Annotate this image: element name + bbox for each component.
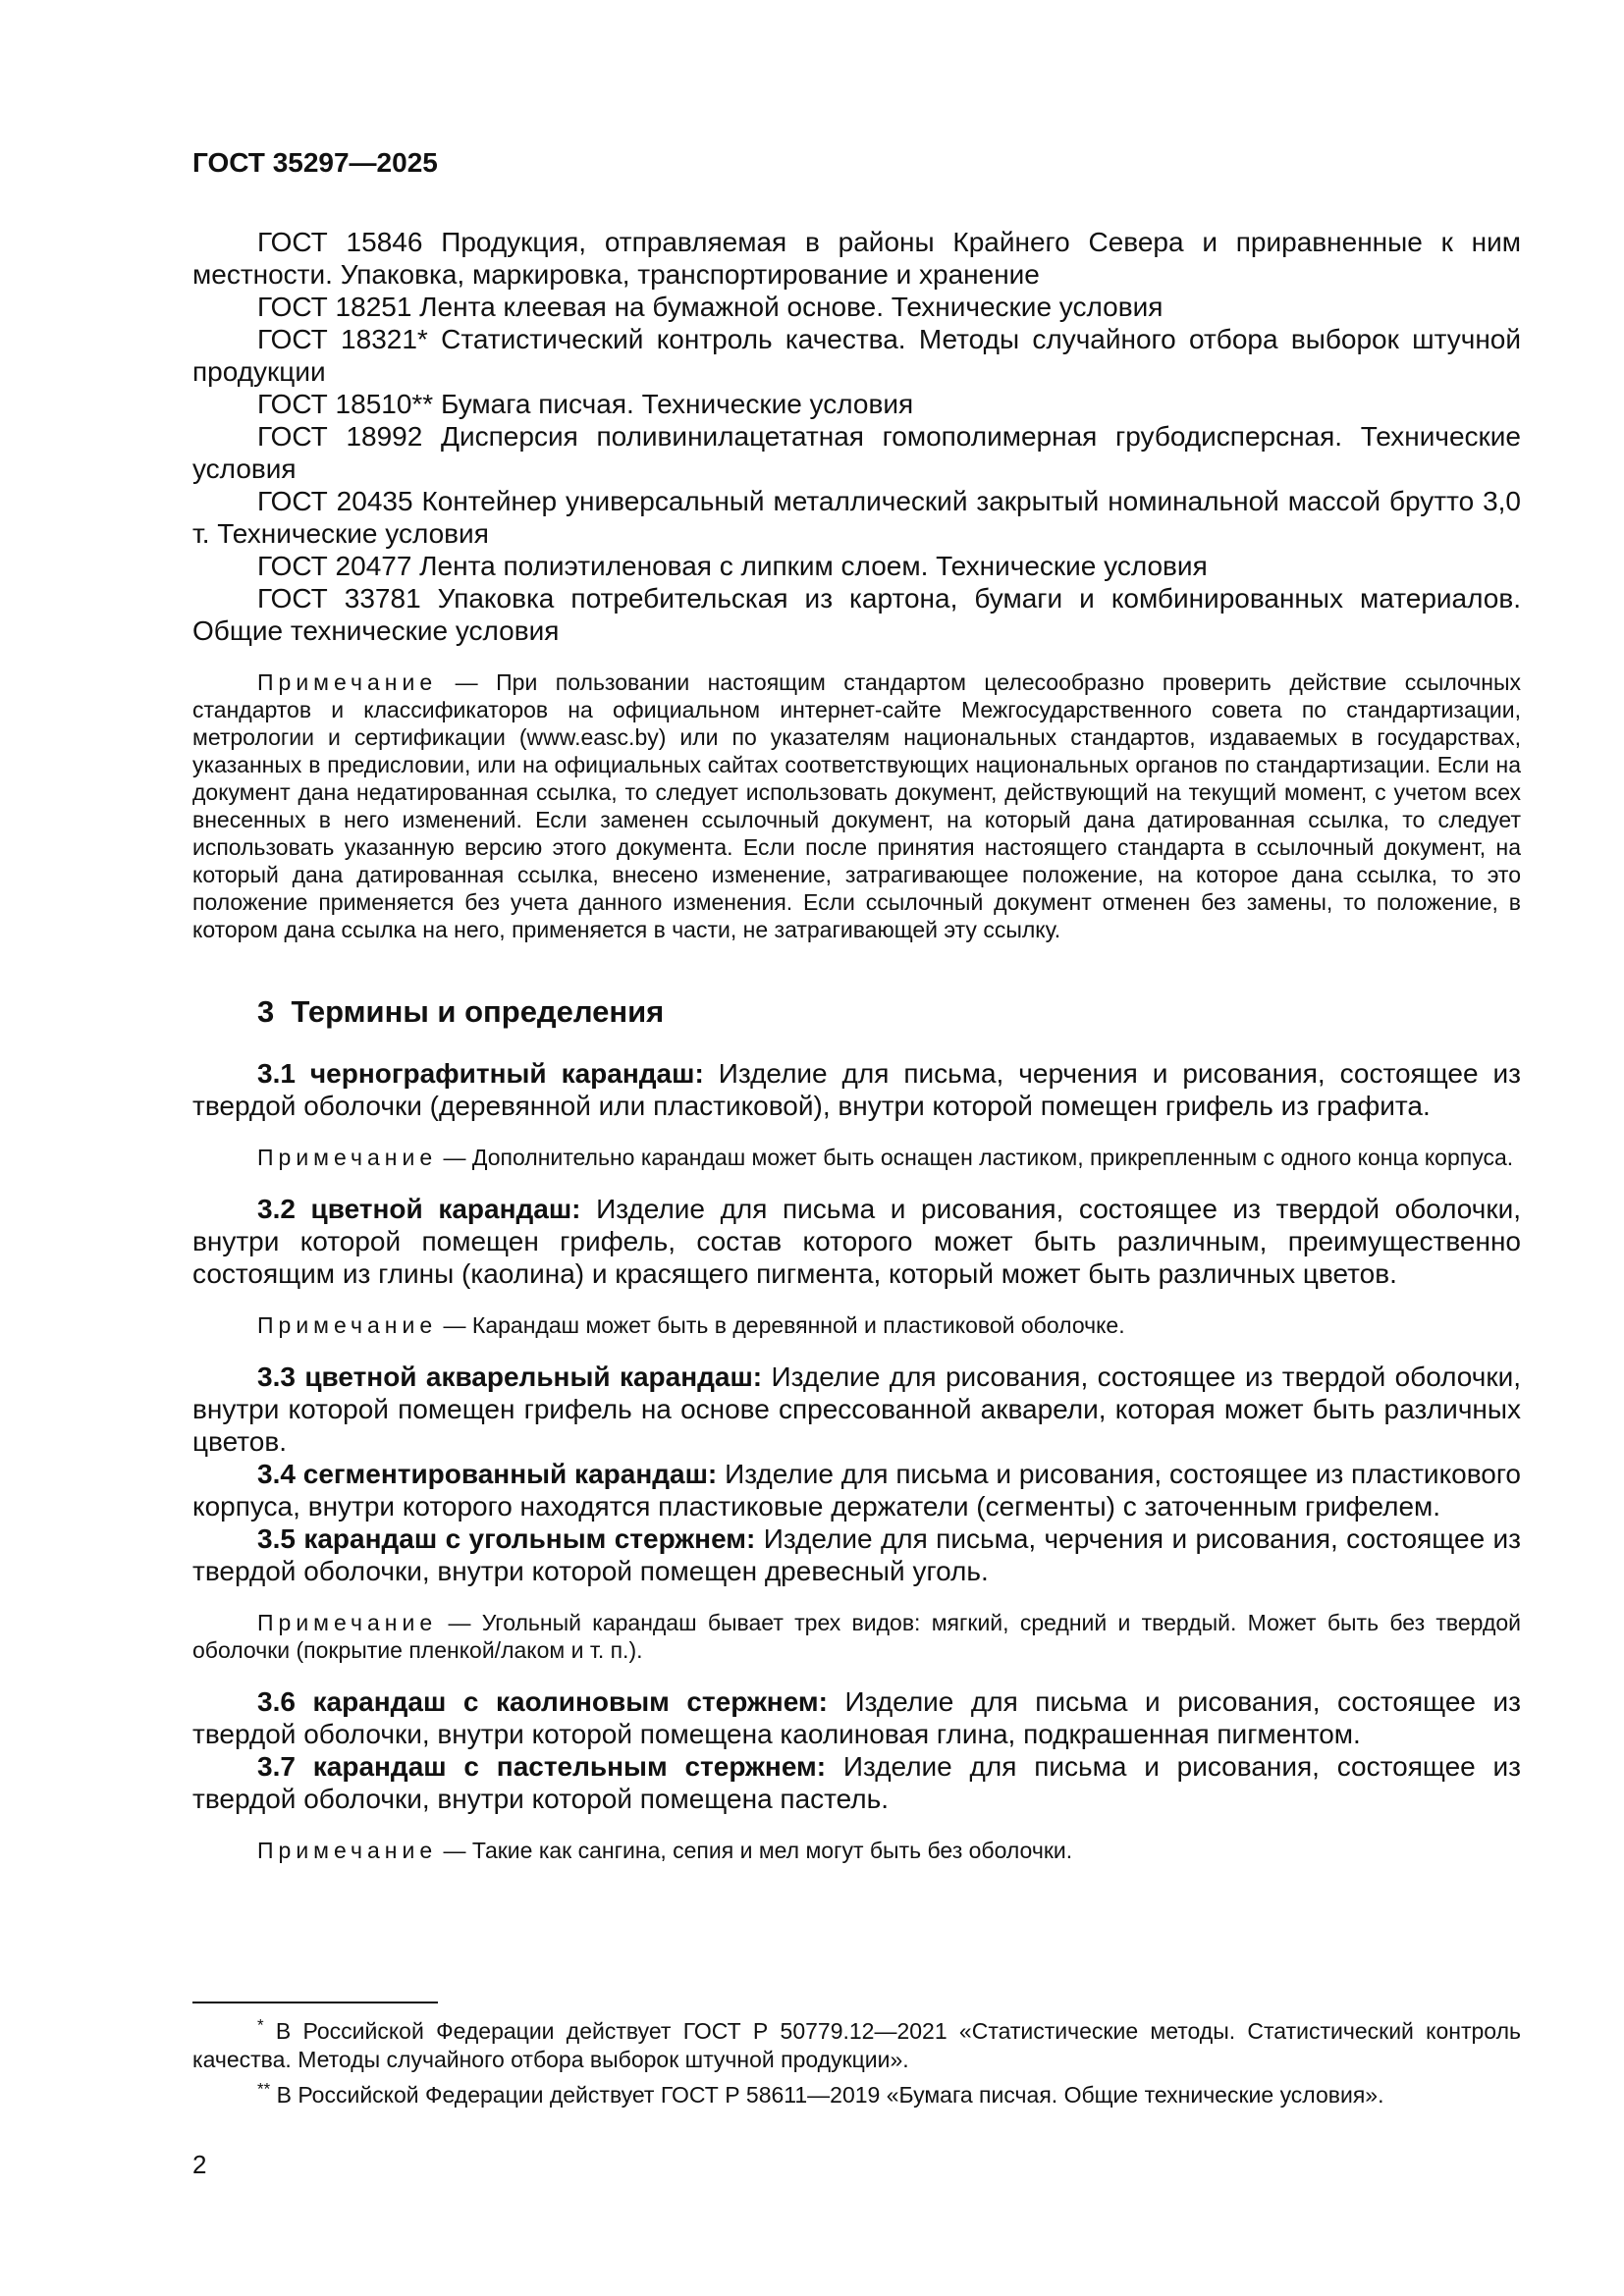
term-title: карандаш с каолиновым стержнем: — [312, 1686, 828, 1717]
term-entry — [192, 1057, 1521, 1122]
term-name — [257, 1058, 704, 1089]
reference-item: ГОСТ 20477 Лента полиэтиленовая с липким слоем. Технические условия — [257, 551, 1208, 581]
note-text: — При пользовании настоящим стандартом целесообразно проверить действие ссылочных стандартов и классификаторов на официальном интернет-сайте Межгосударственного совета по стандартизации, метрологии и сертификации (www.easc.by) или по указателям национальных стандартов, издаваемых в государствах, указанных в предисловии, или на официальных сайтах соответствующих национальных органов по стандартизации. Если на документ дана недатированная ссылка, то следует использовать документ, действующий на текущий момент, с учетом всех внесенных в него изменений. Если заменен ссылочный документ, на который дана датированная ссылка, то следует использовать указанную версию этого документа. Если после принятия настоящего стандарта в ссылочный документ, на который дана датированная ссылка, внесено изменение, затрагивающее положение, на которое дана ссылка, то это положение применяется без учета данного изменения. Если ссылочный документ отменен без замены, то положение, в котором дана ссылка на него, применяется в части, не затрагивающей эту ссылку. — [192, 669, 1521, 942]
term-definition: Изделие для письма, черчения и рисования, состоящее из твердой оболочки (деревянной или пластиковой), внутри которой помещен грифель из графита. — [192, 1058, 1522, 1121]
footnote-text: В Российской Федерации действует ГОСТ Р 58611—2019 «Бумага писчая. Общие технические условия». — [276, 2082, 1384, 2108]
term-title: карандаш с пастельным стержнем: — [312, 1751, 827, 1782]
term-note — [192, 1837, 1521, 1864]
term-entry — [192, 1522, 1521, 1587]
reference-item: ГОСТ 18510** Бумага писчая. Технические условия — [257, 389, 914, 419]
term-number: 3.3 — [257, 1362, 296, 1392]
term-title: карандаш с угольным стержнем: — [303, 1523, 756, 1554]
term-number: 3.4 — [257, 1459, 296, 1489]
term-title: цветной акварельный карандаш: — [304, 1362, 763, 1392]
term-entry — [192, 1685, 1521, 1750]
term-definition: Изделие для рисования, состоящее из твердой оболочки, внутри которой помещен грифель на основе спрессованной акварели, которая может быть различных цветов. — [192, 1362, 1522, 1457]
term-number: 3.7 — [257, 1751, 296, 1782]
term-definition: Изделие для письма и рисования, состоящее из твердой оболочки, внутри которой помещена каолиновая глина, подкрашенная пигментом. — [192, 1686, 1522, 1749]
term-title: цветной карандаш: — [310, 1194, 581, 1224]
references-note — [192, 668, 1521, 943]
term-note — [192, 1609, 1521, 1664]
term-definition: Изделие для письма и рисования, состоящее из твердой оболочки, внутри которой помещен грифель, состав которого может быть различным, преимущественно состоящим из глины (каолина) и красящего пигмента, который может быть различных цветов. — [192, 1194, 1522, 1289]
note-text: — Карандаш может быть в деревянной и пластиковой оболочке. — [443, 1312, 1125, 1338]
term-entry — [192, 1750, 1521, 1815]
note-label: Примечание — [257, 669, 438, 695]
footnotes-section — [192, 2002, 1521, 2116]
reference-item: ГОСТ 18251 Лента клеевая на бумажной основе. Технические условия — [257, 292, 1164, 322]
reference-item: ГОСТ 18321* Статистический контроль качества. Методы случайного отбора выборок штучной продукции — [192, 324, 1521, 387]
term-entry — [192, 1193, 1521, 1290]
footnote-text: В Российской Федерации действует ГОСТ Р 50779.12—2021 «Статистические методы. Статистический контроль качества. Методы случайного отбора выборок штучной продукции». — [192, 2018, 1521, 2072]
note-text: — Угольный карандаш бывает трех видов: мягкий, средний и твердый. Может быть без твердой оболочки (покрытие пленкой/лаком и т. п.). — [192, 1610, 1522, 1663]
footnote-marker: * — [257, 2015, 264, 2035]
footnote — [192, 2017, 1521, 2074]
footnote-separator-line — [192, 2002, 438, 2003]
term-number: 3.2 — [257, 1194, 296, 1224]
running-header: ГОСТ 35297—2025 — [192, 147, 438, 178]
note-label: Примечание — [257, 1145, 438, 1170]
term-note — [192, 1311, 1521, 1339]
term-title: чернографитный карандаш: — [309, 1058, 704, 1089]
reference-item: ГОСТ 18992 Дисперсия поливинилацетатная гомополимерная грубодисперсная. Технические условия — [192, 421, 1521, 484]
note-text: — Дополнительно карандаш может быть оснащен ластиком, прикрепленным с одного конца корпуса. — [443, 1145, 1514, 1170]
term-title: сегментированный карандаш: — [302, 1459, 718, 1489]
term-entry — [192, 1458, 1521, 1522]
footnote-marker: ** — [257, 2079, 271, 2099]
term-number: 3.1 — [257, 1058, 296, 1089]
page-number: 2 — [192, 2150, 207, 2179]
term-definition: Изделие для письма и рисования, состоящее из твердой оболочки, внутри которой помещена пастель. — [192, 1751, 1522, 1814]
term-name — [257, 1459, 717, 1489]
reference-item: ГОСТ 20435 Контейнер универсальный металлический закрытый номинальной массой брутто 3,0 т. Технические условия — [192, 486, 1521, 549]
term-name — [257, 1686, 828, 1717]
note-label: Примечание — [257, 1312, 438, 1338]
term-name — [257, 1523, 755, 1554]
term-number: 3.6 — [257, 1686, 296, 1717]
footnote — [192, 2081, 1521, 2109]
term-number: 3.5 — [257, 1523, 296, 1554]
reference-item: ГОСТ 15846 Продукция, отправляемая в районы Крайнего Севера и приравненные к ним местности. Упаковка, маркировка, транспортирование и хранение — [192, 227, 1521, 290]
note-text: — Такие как сангина, сепия и мел могут быть без оболочки. — [443, 1838, 1073, 1863]
term-name — [257, 1751, 826, 1782]
term-definition: Изделие для письма, черчения и рисования, состоящее из твердой оболочки, внутри которой помещен древесный уголь. — [192, 1523, 1522, 1586]
term-note — [192, 1144, 1521, 1171]
section-heading: 3 Термины и определения — [257, 994, 665, 1029]
note-label: Примечание — [257, 1838, 438, 1863]
term-name — [257, 1194, 581, 1224]
term-name — [257, 1362, 762, 1392]
reference-item: ГОСТ 33781 Упаковка потребительская из картона, бумаги и комбинированных материалов. Общие технические условия — [192, 583, 1521, 646]
term-entry — [192, 1361, 1521, 1458]
term-definition: Изделие для письма и рисования, состоящее из пластикового корпуса, внутри которого находятся пластиковые держатели (сегменты) с заточенным грифелем. — [192, 1459, 1522, 1522]
note-label: Примечание — [257, 1610, 438, 1635]
